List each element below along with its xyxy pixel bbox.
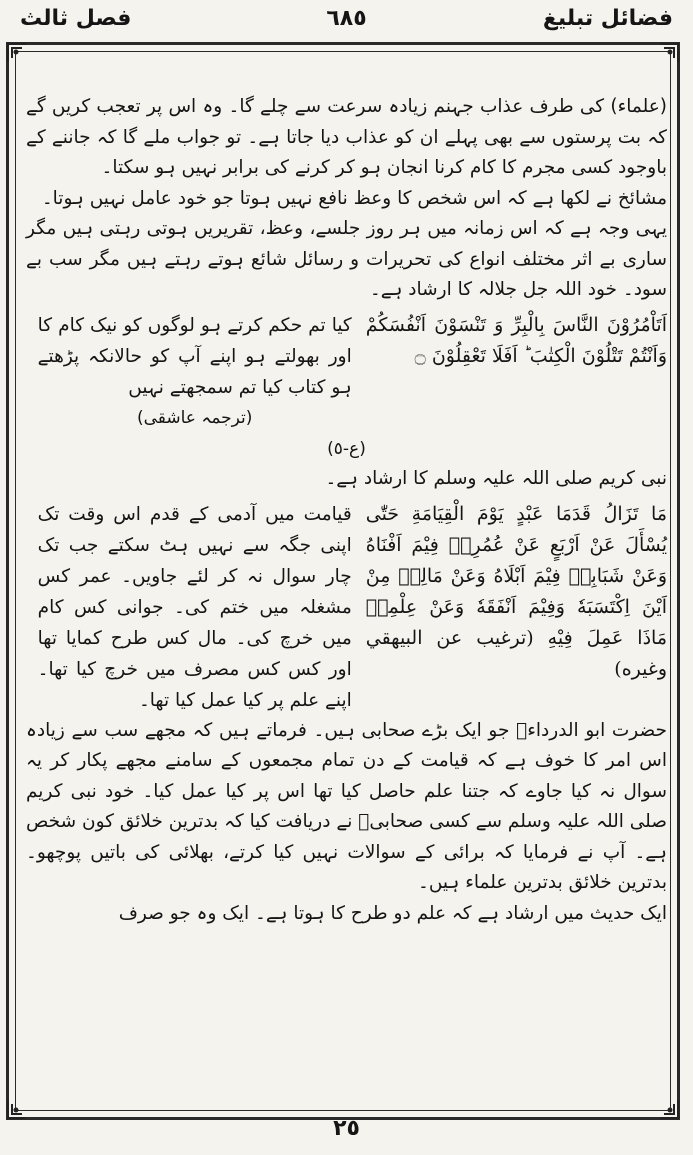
page-header [20,4,673,38]
translation-note: (ترجمہ عاشقی) [136,407,253,428]
verse-translation [38,310,352,434]
hadith-block [26,499,667,716]
paragraph: (علماء) کی طرف عذاب جہنم زیادہ سرعت سے چلے گا۔ وہ اس پر تعجب کریں گے کہ بت پرستوں سے بھی پہلے ان کو عذاب دیا جاتا ہے۔ تو جواب ملے گا کہ جاننے کے باوجود کسی مجرم کا کام کرنا انجان ہو کر کرنے کی برابر نہیں ہو سکتا۔ [26,96,667,178]
chapter-title: فصل ثالث [20,6,132,31]
paragraph: نبی کریم صلی اللہ علیہ وسلم کا ارشاد ہے۔ [325,468,667,489]
verse-reference: (ع-٥) [327,438,366,459]
paragraph: حضرت ابو الدرداءؓ جو ایک بڑے صحابی ہیں۔ فرماتے ہیں کہ مجھے سب سے زیادہ اس امر کا خوف ہے کہ قیامت کے دن تمام مجمعوں کے سامنے مجھے پکار کر یہ سوال نہ کیا جاوے کہ جتنا علم حاصل کیا تھا اس پر کیا عمل کیا۔ خود نبی کریم صلی اللہ علیہ وسلم سے کسی صحابیؓ نے دریافت کیا کہ بدترین خلائق کون شخص ہے۔ آپ نے فرمایا کہ برائی کے سوالات نہیں کیا کرتے، بھلائی کی باتیں پوچھو۔ بدترین خلائق بدترین علماء ہیں۔ [26,719,667,893]
page-body [26,92,667,1085]
translation-text: کیا تم حکم کرتے ہو لوگوں کو نیک کام کا اور بھولتے ہو اپنے آپ کو حالانکہ پڑھتے ہو کتاب کیا تم سمجھتے نہیں [37,314,352,398]
sheet-number: ٢٥ [333,1116,360,1141]
paragraph: مشائخ نے لکھا ہے کہ اس شخص کا وعظ نافع نہیں ہوتا جو خود عامل نہیں ہوتا۔ [41,187,667,209]
corner-ornament-icon [658,42,680,64]
hadith-arabic: مَا تَزَالُ قَدَمَا عَبْدٍ يَوْمَ الْقِيَامَةِ حَتّٰى يُسْأَلَ عَنْ اَرْبَعٍ عَنْ عُمُرِهٖ فِيْمَ اَفْنَاهُ وَعَنْ شَبَابِهٖ فِيْمَ اَبْلَاهُ وَعَنْ مَالِهٖ مِنْ اَيْنَ اِكْتَسَبَهٗ وَفِيْمَ اَنْفَقَهٗ وَعَنْ عِلْمِهٖ مَاذَا عَمِلَ فِيْهِ (ترغيب عن البيهقي وغيره) [365,502,667,680]
page-number: ٦٨٥ [326,6,367,31]
paragraph: ایک حدیث میں ارشاد ہے کہ علم دو طرح کا ہوتا ہے۔ ایک وہ جو صرف [118,902,667,924]
hadith-translation: قیامت میں آدمی کے قدم اس وقت تک اپنی جگہ سے نہیں ہٹ سکتے جب تک چار سوال نہ کر لئے جاویں۔ عمر کس مشغلہ میں ختم کی۔ جوانی کس کام میں خرچ کی۔ مال کس طرح کمایا تھا اور کس کس مصرف میں خرچ کیا تھا۔ اپنے علم پر کیا عمل کیا تھا۔ [37,503,352,711]
verse-block [26,310,667,434]
corner-ornament-icon [6,42,28,64]
book-title: فضائل تبلیغ [542,6,673,31]
paragraph: یہی وجہ ہے کہ اس زمانہ میں ہر روز جلسے، وعظ، تقریریں ہوتی رہتی ہیں مگر ساری بے اثر مختلف انواع کی تحریرات و رسائل شائع ہوتے رہتے ہیں مگر سب بے سود۔ خود اللہ جل جلالہ کا ارشاد ہے۔ [26,218,667,300]
quran-verse: اَتَاْمُرُوْنَ النَّاسَ بِالْبِرِّ وَ تَنْسَوْنَ اَنْفُسَكُمْ وَاَنْتُمْ تَتْلُوْنَ الْكِتٰبَ ؕ اَفَلَا تَعْقِلُوْنَ ۝ [365,313,667,367]
